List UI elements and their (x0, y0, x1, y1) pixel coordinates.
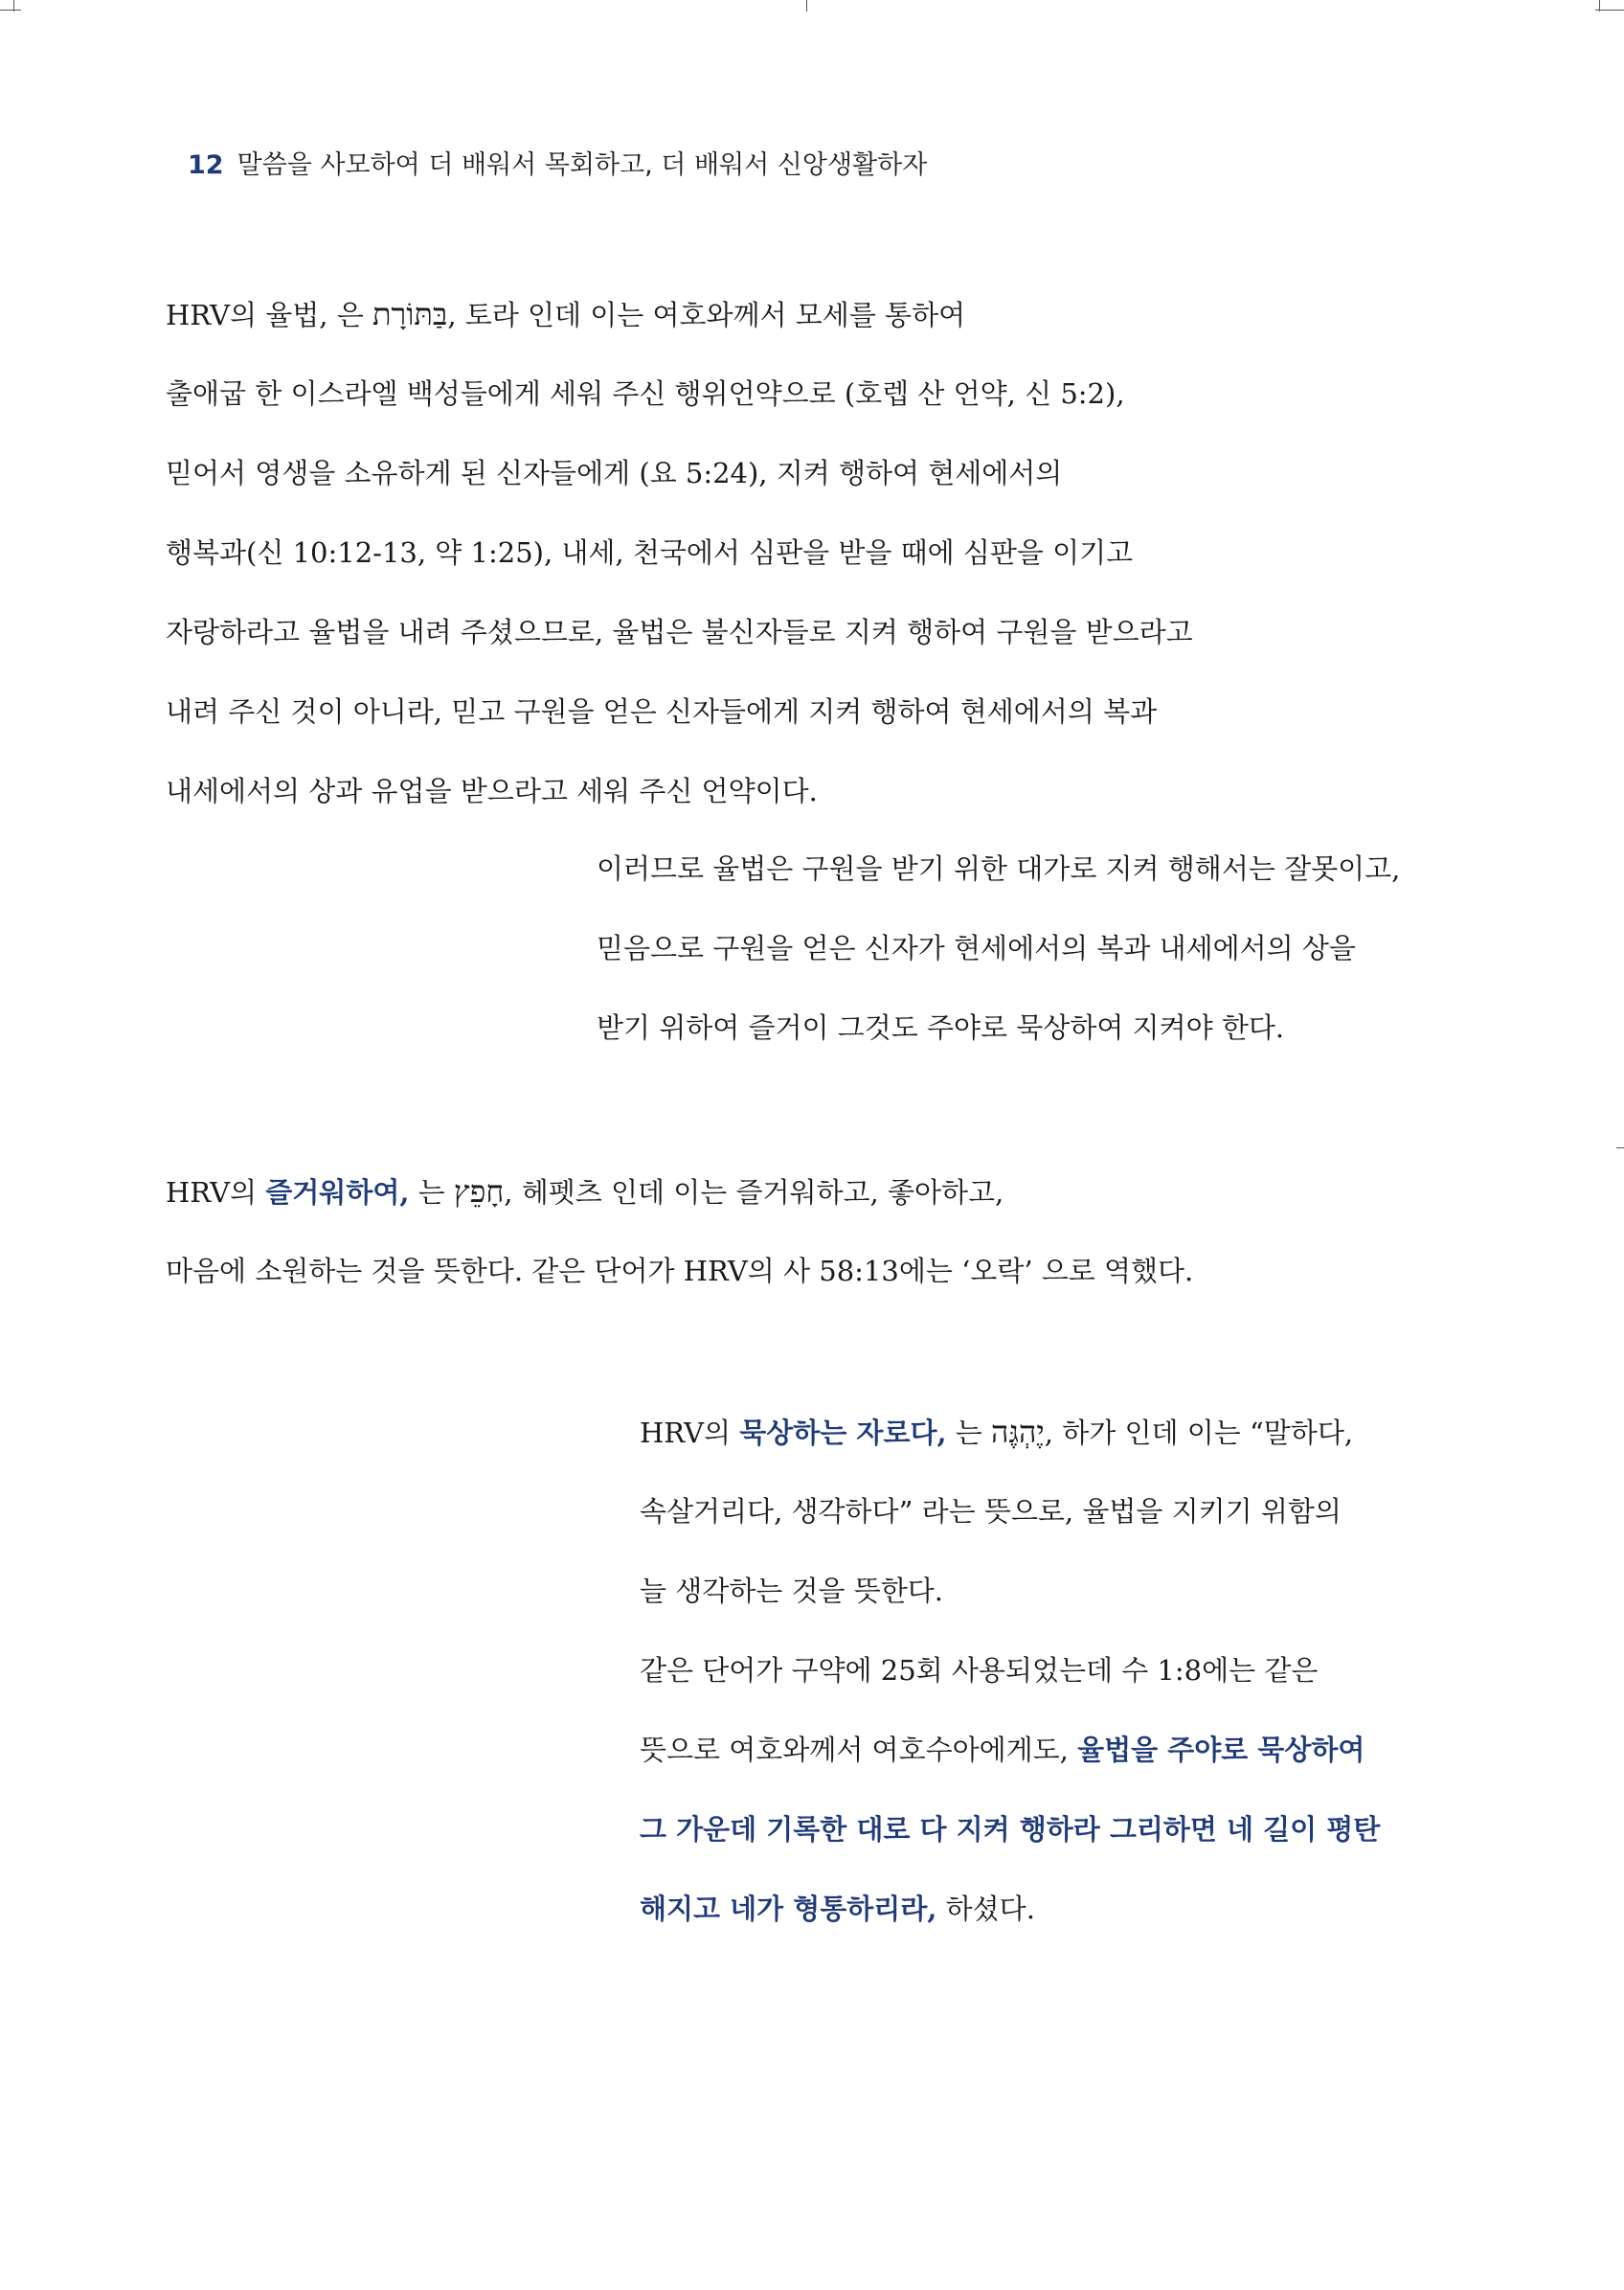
text-line: 같은 단어가 구약에 25회 사용되었는데 수 1:8에는 같은 (640, 1654, 1319, 1687)
text-run: HRV의 율법, 은 (166, 299, 372, 331)
text-line: 출애굽 한 이스라엘 백성들에게 세워 주신 행위언약으로 (호렙 산 언약, 신 5:2), (166, 377, 1125, 410)
text-run: HRV의 (640, 1417, 740, 1449)
crop-mark-top-left-h (0, 10, 21, 11)
text-line: 믿음으로 구원을 얻은 신자가 현세에서의 복과 내세에서의 상을 (597, 932, 1356, 964)
text-run: , 헤펫츠 인데 이는 즐거워하고, 좋아하고, (504, 1176, 1004, 1209)
hebrew-term-torah: בַּתּוֹרָת (372, 296, 448, 332)
hebrew-term-hagah: יֶהְגֶּה (991, 1414, 1045, 1450)
crop-mark-top-left-v (13, 0, 14, 11)
highlighted-quote: 그 가운데 기록한 대로 다 지켜 행하라 그리하면 네 길이 평탄 (640, 1813, 1381, 1846)
running-header (188, 144, 927, 181)
text-run: 는 (946, 1417, 992, 1449)
page-number: 12 (188, 150, 224, 180)
text-run: , 하가 인데 이는 “말하다, (1044, 1417, 1354, 1449)
paragraph-meditate-definition (640, 1413, 1380, 1969)
crop-mark-right-middle (1616, 1147, 1624, 1148)
text-run: 하셨다. (936, 1893, 1035, 1925)
highlighted-term: 즐거워하여, (265, 1176, 410, 1209)
text-line: 행복과(신 10:12-13, 약 1:25), 내세, 천국에서 심판을 받을 때에 심판을 이기고 (166, 536, 1134, 569)
text-line: 늘 생각하는 것을 뜻한다. (640, 1575, 944, 1607)
hebrew-term-chafetz: חָפֵץ (453, 1173, 505, 1210)
text-run: HRV의 (166, 1176, 266, 1209)
text-line: 내세에서의 상과 유업을 받으라고 세워 주신 언약이다. (166, 775, 818, 807)
text-line: 자랑하라고 율법을 내려 주셨으므로, 율법은 불신자들로 지켜 행하여 구원을 받으라고 (166, 616, 1193, 648)
paragraph-delight-definition (166, 1172, 1193, 1331)
text-run: , 토라 인데 이는 여호와께서 모세를 통하여 (447, 299, 966, 331)
text-line: 속살거리다, 생각하다” 라는 뜻으로, 율법을 지키기 위함의 (640, 1495, 1342, 1528)
text-line: 이러므로 율법은 구원을 받기 위한 대가로 지켜 행해서는 잘못이고, (597, 852, 1401, 885)
text-run: 는 (409, 1176, 454, 1209)
crop-mark-top-right-v (1599, 0, 1600, 11)
text-line (166, 1172, 1193, 1252)
text-run: 뜻으로 여호와께서 여호수아에게도, (640, 1734, 1078, 1766)
paragraph-law-definition (166, 295, 1193, 851)
text-line (640, 1413, 1380, 1492)
crop-mark-top-center-v (806, 0, 807, 11)
running-title: 말씀을 사모하여 더 배워서 목회하고, 더 배워서 신앙생활하자 (237, 150, 928, 180)
highlighted-quote: 해지고 네가 형통하리라, (640, 1893, 937, 1925)
text-line (640, 1890, 1380, 1969)
highlighted-quote: 율법을 주야로 묵상하여 (1077, 1734, 1365, 1766)
highlighted-term: 묵상하는 자로다, (739, 1417, 947, 1449)
text-line: 받기 위하여 즐거이 그것도 주야로 묵상하여 지켜야 한다. (597, 1011, 1285, 1044)
paragraph-law-conclusion (597, 850, 1400, 1088)
text-line: 마음에 소원하는 것을 뜻한다. 같은 단어가 HRV의 사 58:13에는 ‘오락’ 으로 역했다. (166, 1255, 1194, 1287)
text-line: 믿어서 영생을 소유하게 된 신자들에게 (요 5:24), 지켜 행하여 현세에서의 (166, 457, 1063, 489)
text-line: 내려 주신 것이 아니라, 믿고 구원을 얻은 신자들에게 지켜 행하여 현세에서의 복과 (166, 695, 1158, 728)
text-line (640, 1731, 1380, 1810)
text-line (640, 1810, 1380, 1890)
text-line (166, 295, 1193, 374)
